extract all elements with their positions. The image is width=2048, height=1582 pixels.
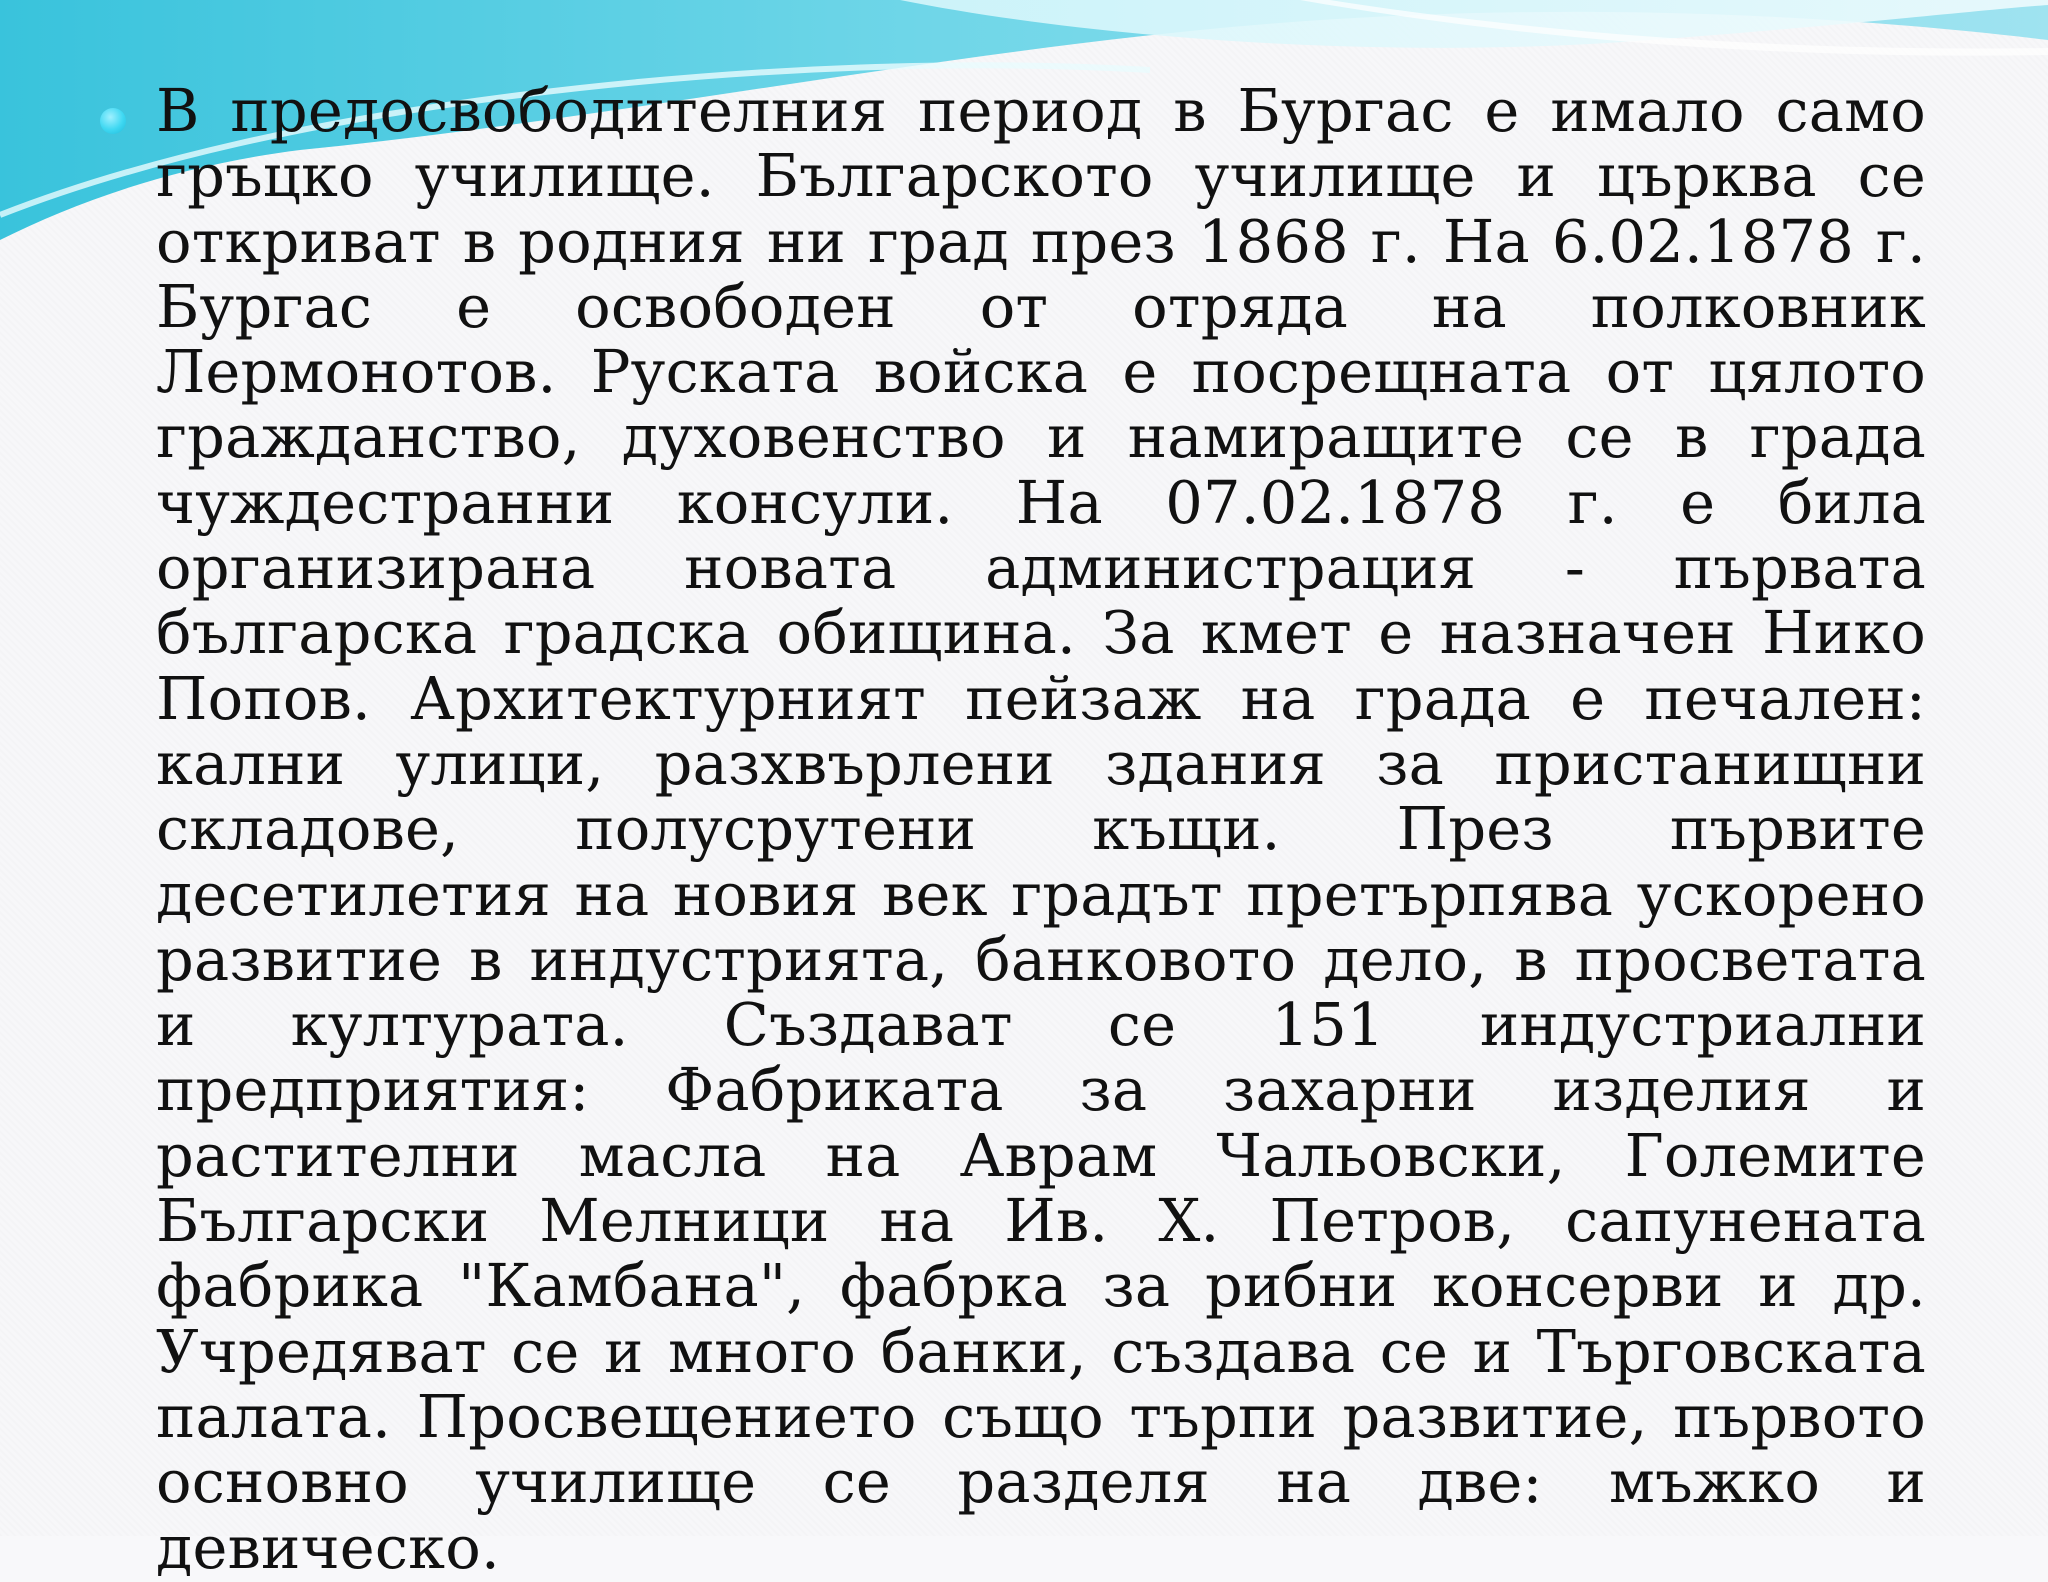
paragraph-text: В предосвободителния период в Бургас е имало само гръцко училище. Българското училище и църква се откриват в родния ни град през 1868 г. На 6.02.1878 г. Бургас е освободен от отряда на полковник Лермонотов. Руската войска е посрещната от цялото гражданство, духовенство и намиращите се в града чуждестранни консули. На 07.02.1878 г. е била организирана новата администрация - първата българска градска обищина. За кмет е назначен Нико Попов. Архитектурният пейзаж на града е печален: кални улици, разхвърлени здания за пристанищни складове, полусрутени къщи. През първите десетилетия на новия век градът претърпява ускорено развитие в индустрията, банковото дело, в просветата и културата. Създават се 151 индустриални предприятия: Фабриката за захарни изделия и растителни масла на Аврам Чальовски, Големите Български Мелници на Ив. Х. Петров, сапунената фабрика "Камбана", фабрка за рибни консерви и др. Учредяват се и много банки, създава се и Търговската палата. Просвещението също търпи развитие, първото основно училище се разделя на две: мъжко и девическо. — [156, 76, 1926, 1582]
bullet-dot-icon — [100, 108, 126, 134]
